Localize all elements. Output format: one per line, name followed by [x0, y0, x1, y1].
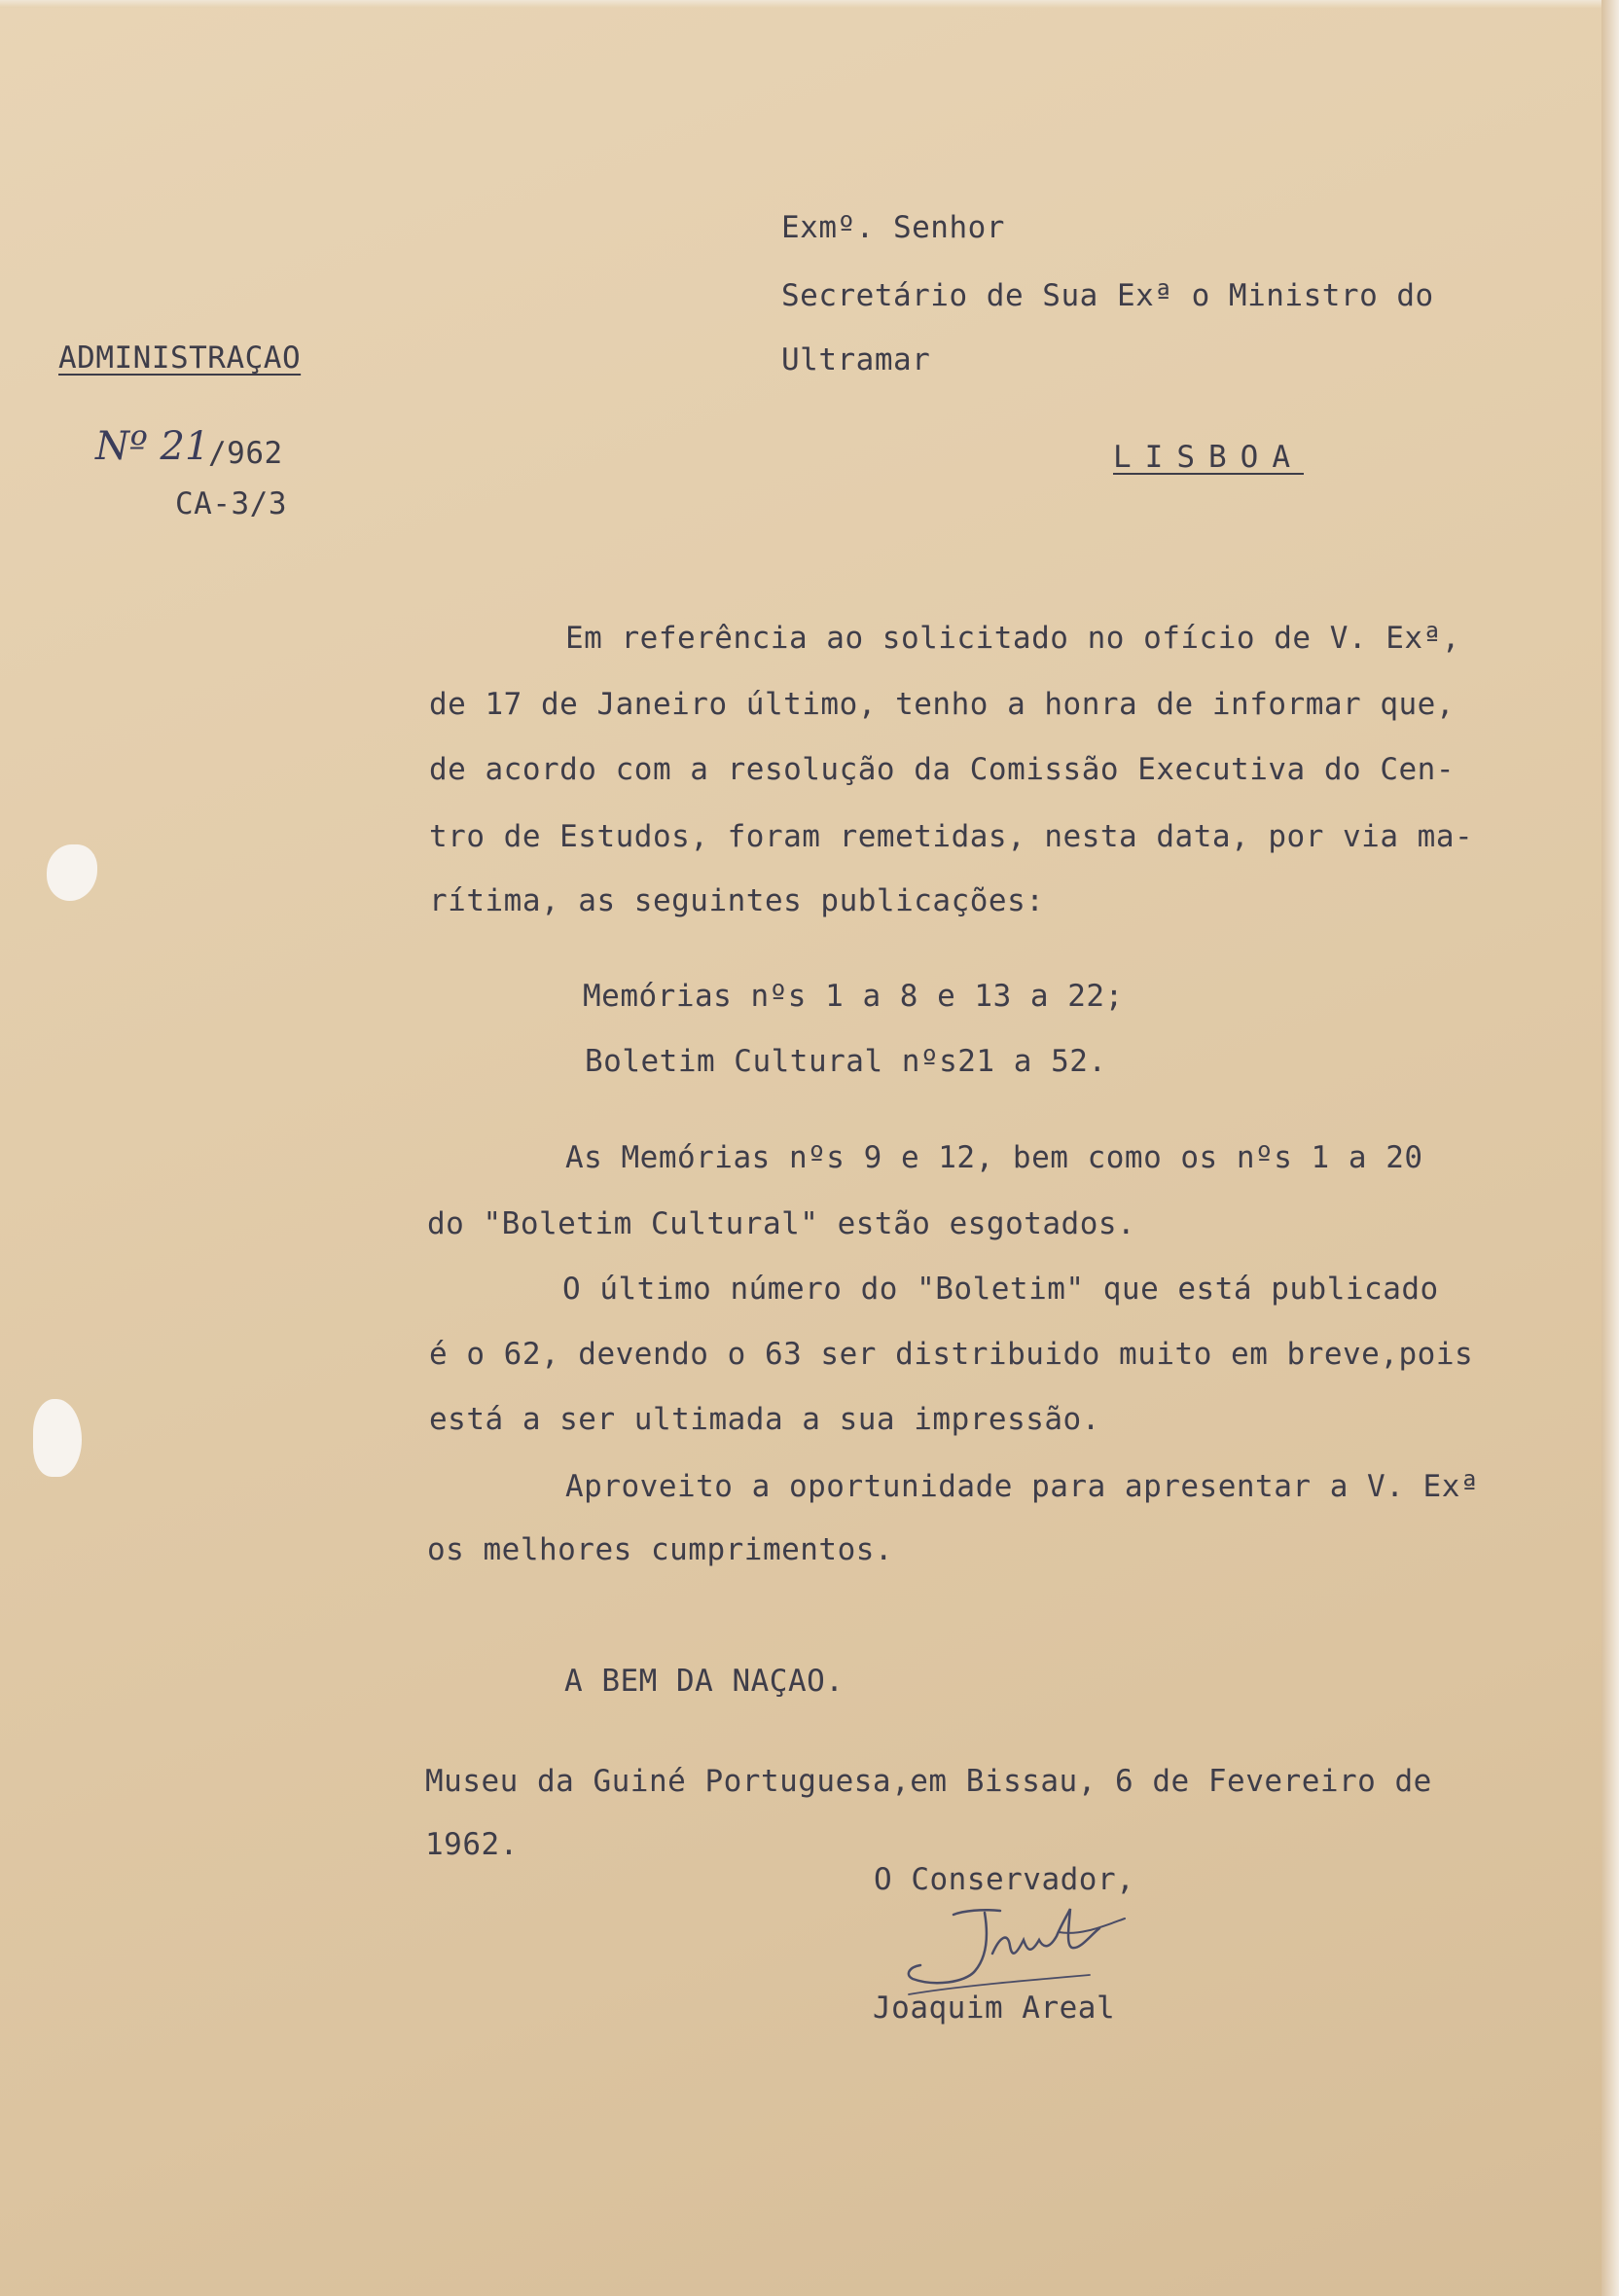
paper-top-edge [0, 0, 1601, 8]
recipient-ministry: Ultramar [781, 342, 931, 377]
body-line: é o 62, devendo o 63 ser distribuido muito em breve,pois [429, 1337, 1474, 1372]
place-date-line: Museu da Guiné Portuguesa,em Bissau, 6 de Fevereiro de [425, 1764, 1432, 1799]
publication-item: Memórias nºs 1 a 8 e 13 a 22; [583, 979, 1124, 1014]
body-line: está a ser ultimada a sua impressão. [429, 1402, 1100, 1437]
punch-hole-top [47, 844, 97, 901]
recipient-city: LISBOA [1113, 440, 1304, 475]
body-line: rítima, as seguintes publicações: [429, 883, 1045, 918]
reference-year: /962 [208, 436, 283, 471]
recipient-title: Secretário de Sua Exª o Ministro do [781, 278, 1434, 313]
reference-number-handwritten: Nº 21 [95, 424, 210, 469]
recipient-salutation: Exmº. Senhor [781, 210, 1005, 245]
body-line: Aproveito a oportunidade para apresentar a V. Exª [565, 1469, 1480, 1504]
body-line: O último número do "Boletim" que está publicado [562, 1272, 1439, 1307]
body-line: de 17 de Janeiro último, tenho a honra de informar que, [429, 687, 1455, 722]
body-line: Em referência ao solicitado no ofício de V. Exª, [565, 621, 1460, 656]
signatory-name: Joaquim Areal [873, 1991, 1116, 2026]
body-line: tro de Estudos, foram remetidas, nesta data, por via ma- [429, 819, 1474, 854]
place-date-year: 1962. [425, 1827, 519, 1862]
body-line: do "Boletim Cultural" estão esgotados. [427, 1206, 1136, 1241]
body-line: de acordo com a resolução da Comissão Executiva do Cen- [429, 752, 1455, 787]
closing-motto: A BEM DA NAÇAO. [564, 1664, 845, 1699]
punch-hole-bottom [33, 1399, 82, 1477]
department-heading: ADMINISTRAÇAO [58, 341, 302, 376]
body-line: os melhores cumprimentos. [427, 1532, 894, 1567]
file-code: CA-3/3 [175, 486, 287, 521]
signature [895, 1897, 1148, 2004]
paper-right-edge [1601, 0, 1619, 2296]
signatory-title: O Conservador, [874, 1862, 1135, 1897]
body-line: As Memórias nºs 9 e 12, bem como os nºs 1 a 20 [565, 1140, 1423, 1175]
publication-item: Boletim Cultural nºs21 a 52. [585, 1044, 1107, 1079]
